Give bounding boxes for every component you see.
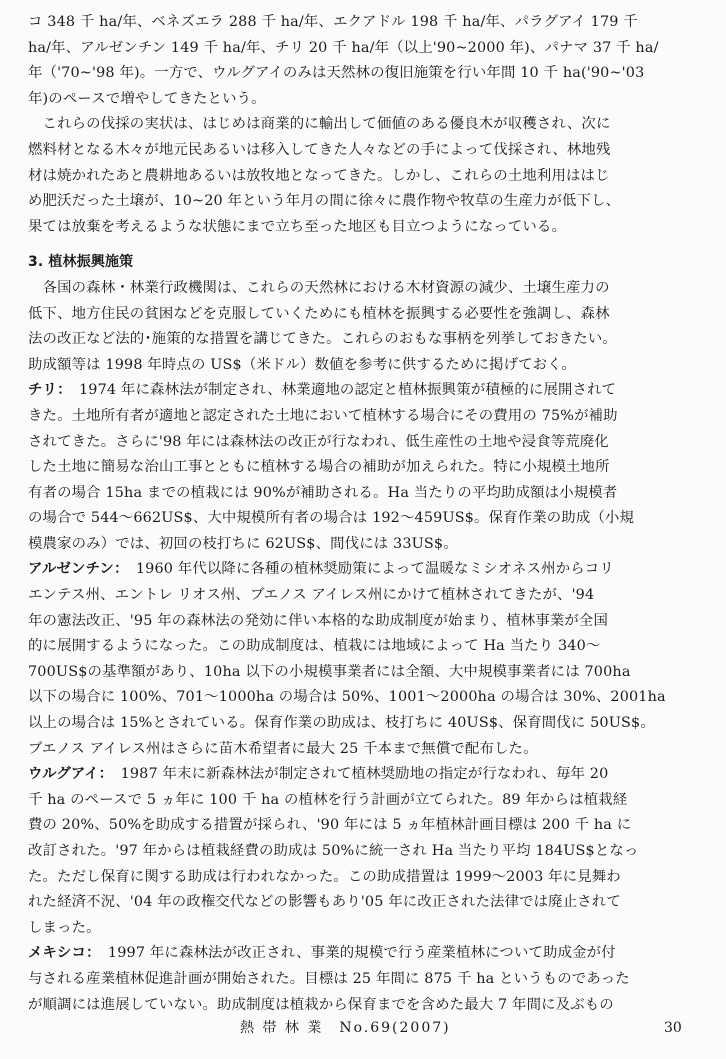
text-run: 1997 年に森林法が改正され、事業的規模で行う産業植林について助成金が付 [93,945,616,962]
text-line: 費の 20%、50%を助成する措置が採られ、'90 年には 5 ヵ年植林計画目標は 200 千 ha に [28,817,632,834]
text-line: 果ては放棄を考えるような状態にまで立ち至った地区も目立つようになっている。 [28,218,567,235]
text-line [28,941,700,967]
text-line: ブエノス アイレス州はさらに苗木希望者に最大 25 千本まで無償で配布した。 [28,740,538,757]
text-line: 年（'70~'98 年)。一方で、ウルグアイのみは天然林の復旧施策を行い年間 10 千 ha('90~'03 [28,65,645,82]
text-run: 1960 年代以降に各種の植林奨励策によって温暖なミシオネス州からコリ [121,561,614,578]
text-line: 以上の場合は 15%とされている。保育作業の助成は、枝打ちに 40US$、保育間伐に 50US$。 [28,715,655,732]
text-line: め肥沃だった土壌が、10~20 年という年月の間に徐々に農作物や牧草の生産力が低下し、 [28,193,621,210]
text-run: 1974 年に森林法が制定され、林業適地の認定と植林振興策が積極的に展開されて [64,382,617,399]
document-body [28,10,700,1018]
text-line: コ 348 千 ha/年、ベネズエラ 288 千 ha/年、エクアドル 198 千 ha/年、パラグアイ 179 千 [28,14,638,30]
country-label: ウルグアイ： [28,766,107,783]
text-line: 改訂された。'97 年からは植栽経費の助成は 50%に統一され Ha 当たり平均 184US$となっ [28,843,639,859]
paragraph-1 [28,10,700,112]
country-mexico [28,941,700,1018]
paragraph-2 [28,112,700,240]
country-argentina [28,557,700,762]
text-line: 年)のペースで増やしてきたという。 [28,90,266,107]
text-line: 700US$の基準額があり、10ha 以下の小規模事業者には全額、大中規模事業者には 700ha [28,663,631,680]
section-heading: 3. 植林振興施策 [28,254,134,271]
text-line: 的に展開するようになった。この助成制度は、植栽には地域によって Ha 当たり 340～ [28,638,601,655]
text-line: 与される産業植林促進計画が開始された。目標は 25 年間に 875 千 ha というものであった [28,970,630,987]
journal-citation: 熱 帯 林 業 No.69(2007) [240,1020,451,1036]
text-line: 千 ha のペースで 5 ヵ年に 100 千 ha の植林を行う計画が立てられた。89 年からは植栽経 [28,791,628,808]
text-line: 各国の森林・林業行政機関は、これらの天然林における木材資源の減少、土壌生産力の [28,279,610,296]
paragraph-3 [28,276,700,378]
text-line: た。ただし保育に関する助成は行われなかった。この助成措置は 1999～2003 年に見舞わ [28,868,621,885]
text-line: エンテス州、エントレ リオス州、ブエノス アイレス州にかけて植林されてきたが、'94 [28,587,595,604]
text-line: 低下、地方住民の貧困などを克服していくためにも植林を振興する必要性を強調し、森林 [28,305,610,322]
country-chile [28,378,700,557]
text-line: 法の改正など法的･施策的な措置を講じてきた。これらのおもな事柄を列挙しておきたい。 [28,331,617,348]
text-line [28,762,700,788]
text-line: れた経済不況、'04 年の政権交代などの影響もあり'05 年に改正された法律では廃止されて [28,894,621,911]
text-line: が順調には進展していない。助成制度は植栽から保育までを含めた最大 7 年間に及ぶもの [28,996,614,1013]
country-label: アルゼンチン： [28,561,122,578]
text-line: 有者の場合 15ha までの植栽には 90%が補助される。Ha 当たりの平均助成額は小規模者 [28,484,618,501]
text-line: ha/年、アルゼンチン 149 千 ha/年、チリ 20 千 ha/年（以上'90~2000 年)、パナマ 37 千 ha/ [28,39,659,56]
country-label: チリ： [28,382,65,399]
text-line: されてきた。さらに'98 年には森林法の改正が行なわれ、低生産性の土地や浸食等荒廃化 [28,433,609,450]
text-line [28,557,700,583]
text-line: 以下の場合に 100%、701～1000ha の場合は 50%、1001～2000ha の場合は 30%、2001ha [28,689,666,706]
text-run: 1987 年末に新森林法が制定されて植林奨励地の指定が行なわれ、毎年 20 [106,766,609,783]
text-line: 燃料材となる木々が地元民あるいは移入してきた人々などの手によって伐採され、林地残 [28,141,611,158]
text-line: 助成額等は 1998 年時点の US$（米ドル）数値を参考に供するために掲げておく。 [28,356,577,373]
text-line: した土地に簡易な治山工事とともに植林する場合の補助が加えられた。特に小規模土地所 [28,459,610,476]
text-line: しまった。 [28,919,101,936]
page-number: 30 [664,1020,682,1036]
country-label: メキシコ： [28,945,94,962]
text-line: 材は焼かれたあと農耕地あるいは放牧地となってきた。しかし、これらの土地利用ははじ [28,167,610,184]
page-footer [0,1016,726,1040]
text-line: これらの伐採の実状は、はじめは商業的に輸出して価値のある優良木が収穫され、次に [28,116,611,133]
country-uruguay [28,762,700,941]
text-line [28,378,700,404]
text-line: の場合で 544～662US$、大中規模所有者の場合は 192～459US$。保育作業の助成（小規 [28,510,634,527]
text-line: きた。土地所有者が適地と認定された土地において植林する場合にその費用の 75%が補助 [28,407,618,424]
text-line: 模農家のみ）では、初回の枝打ちに 62US$、間伐には 33US$。 [28,535,458,552]
text-line: 年の憲法改正、'95 年の森林法の発効に伴い本格的な助成制度が始まり、植林事業が全国 [28,612,608,629]
